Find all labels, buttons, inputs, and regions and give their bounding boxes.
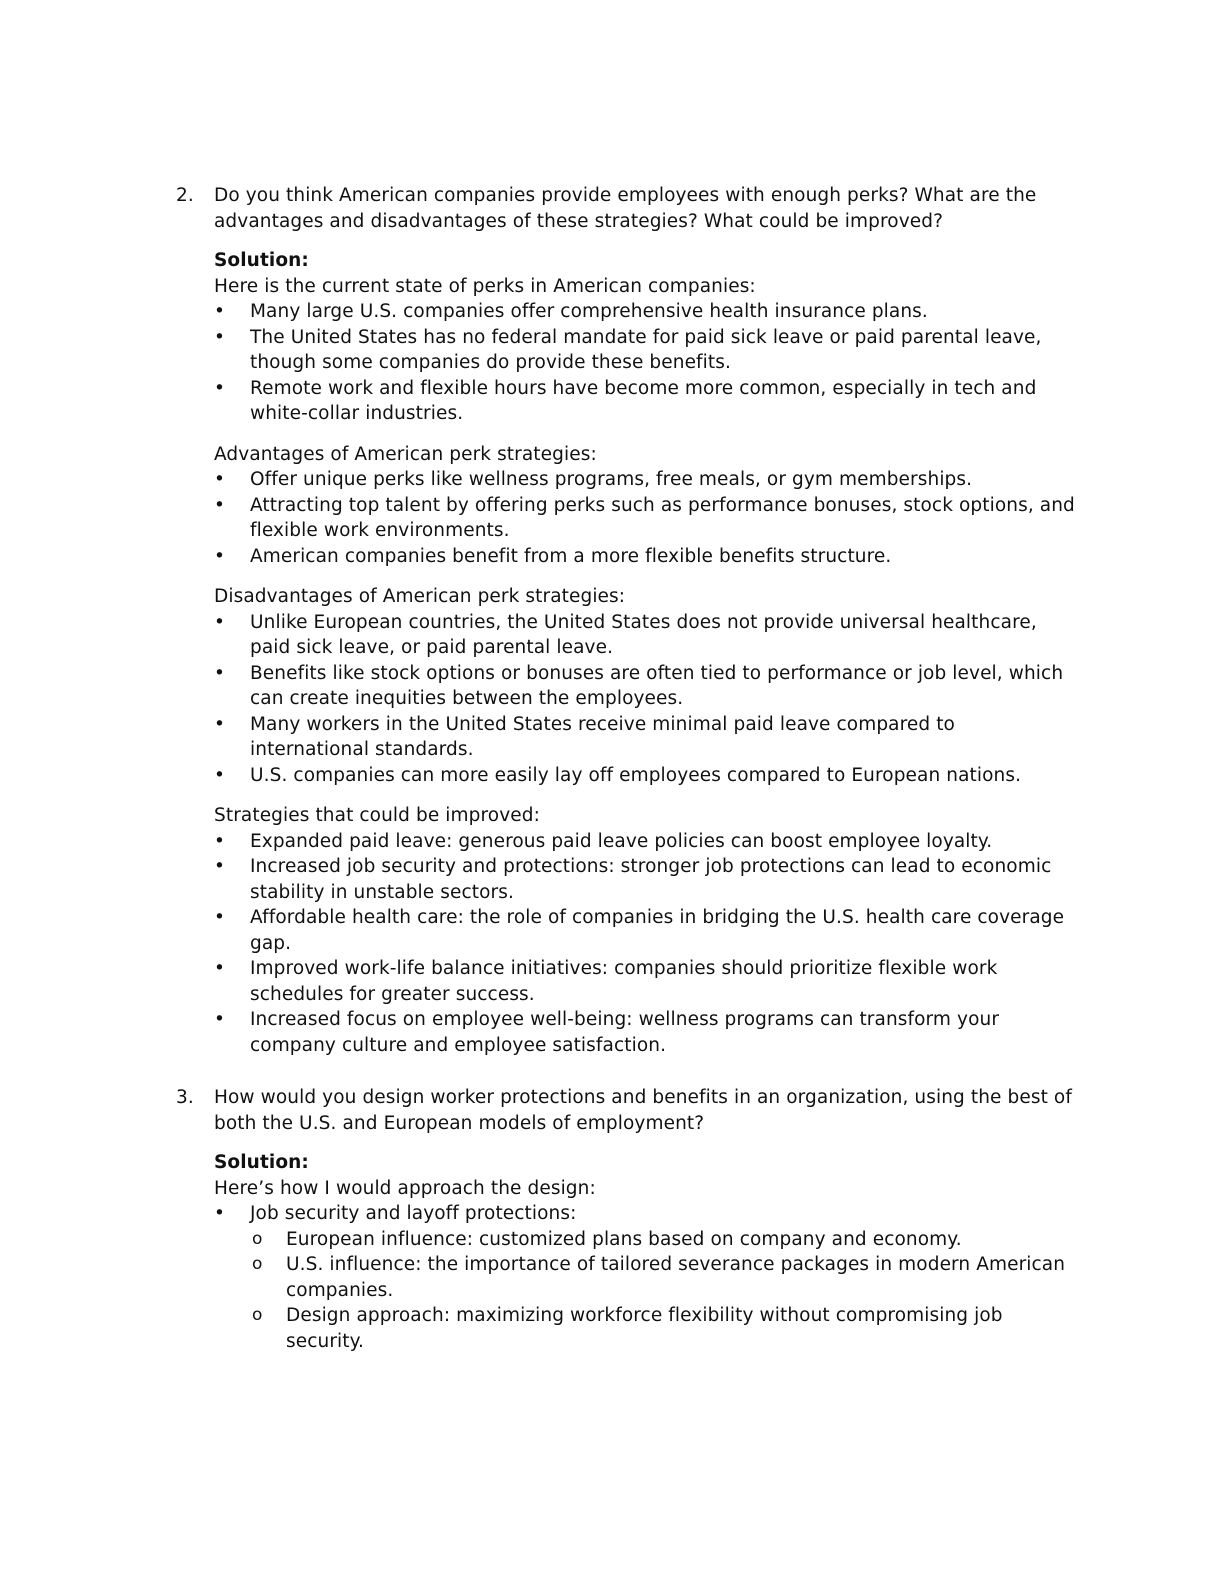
bullet-icon: •: [214, 611, 226, 633]
solution-label: Solution:: [214, 250, 309, 271]
design-list: [214, 1201, 1076, 1354]
sub-list-item: [250, 1227, 1076, 1253]
list-item: [214, 376, 1076, 427]
list-item-text: Remote work and flexible hours have become more common, especially in tech and white-collar industries.: [250, 377, 1037, 424]
list-item-text: Attracting top talent by offering perks such as performance bonuses, stock options, and flexible work environments.: [250, 494, 1075, 541]
bullet-icon: •: [214, 830, 226, 852]
question-body: [214, 1085, 1076, 1354]
list-item: [214, 829, 1076, 855]
design-intro: Here’s how I would approach the design:: [214, 1177, 596, 1199]
sub-list-item-text: Design approach: maximizing workforce flexibility without compromising job security.: [286, 1305, 1003, 1352]
list-item: [214, 325, 1076, 376]
advantages-list: [214, 467, 1076, 569]
list-item-text: Job security and layoff protections:: [250, 1203, 577, 1224]
bullet-icon: •: [214, 301, 226, 322]
bullet-icon: •: [214, 326, 226, 348]
list-item: [214, 610, 1076, 661]
sub-list-item: [250, 1252, 1076, 1303]
improvements-intro: Strategies that could be improved:: [214, 805, 540, 826]
list-item: [214, 712, 1076, 763]
list-item-text: American companies benefit from a more flexible benefits structure.: [250, 545, 892, 567]
bullet-icon: •: [214, 1203, 226, 1224]
bullet-icon: •: [214, 713, 226, 735]
question-text: Do you think American companies provide employees with enough perks? What are the advantages and disadvantages of these strategies? What could be improved?: [214, 185, 1037, 232]
list-item-text: Benefits like stock options or bonuses are often tied to performance or job level, which can create inequities between the employees.: [250, 662, 1064, 709]
solution-label: Solution:: [214, 1152, 309, 1173]
sub-list: [250, 1227, 1076, 1355]
question-number: 3.: [176, 1087, 194, 1108]
question-2: [176, 183, 1076, 1058]
list-item-text: Many workers in the United States receive minimal paid leave compared to international standards.: [250, 713, 955, 760]
bullet-icon: •: [214, 494, 226, 516]
list-item: [214, 854, 1076, 905]
list-item-text: The United States has no federal mandate for paid sick leave or paid parental leave, though some companies do provide these benefits.: [250, 326, 1042, 373]
bullet-icon: •: [214, 958, 226, 979]
bullet-icon: •: [214, 545, 226, 567]
list-item: [214, 299, 1076, 325]
list-item-text: Affordable health care: the role of companies in bridging the U.S. health care coverage gap.: [250, 907, 1065, 954]
sub-list-item: [250, 1303, 1076, 1354]
list-item: [214, 956, 1076, 1007]
bullet-icon: •: [214, 469, 226, 490]
list-item: [214, 661, 1076, 712]
list-item-text: Expanded paid leave: generous paid leave policies can boost employee loyalty.: [250, 830, 993, 852]
bullet-icon: •: [214, 856, 226, 877]
list-item: [214, 1201, 1076, 1354]
disadvantages-intro: Disadvantages of American perk strategies:: [214, 586, 626, 607]
bullet-icon: •: [214, 764, 226, 786]
sub-bullet-icon: o: [252, 1254, 263, 1274]
question-text: How would you design worker protections and benefits in an organization, using the best of both the U.S. and European models of employment?: [214, 1087, 1072, 1134]
current-state-list: [214, 299, 1076, 427]
list-item: [214, 544, 1076, 570]
bullet-icon: •: [214, 377, 226, 399]
advantages-intro: Advantages of American perk strategies:: [214, 443, 597, 465]
list-item: [214, 905, 1076, 956]
current-state-intro: Here is the current state of perks in American companies:: [214, 275, 756, 297]
improvements-list: [214, 829, 1076, 1059]
list-item-text: Increased job security and protections: stronger job protections can lead to economic stability in unstable sectors.: [250, 856, 1052, 903]
list-item-text: Improved work-life balance initiatives: companies should prioritize flexible work schedules for greater success.: [250, 958, 998, 1005]
sub-bullet-icon: o: [252, 1305, 263, 1325]
question-body: [214, 183, 1076, 1058]
sub-list-item-text: U.S. influence: the importance of tailored severance packages in modern American companies.: [286, 1254, 1066, 1301]
sub-list-item-text: European influence: customized plans based on company and economy.: [286, 1228, 962, 1250]
list-item-text: U.S. companies can more easily lay off employees compared to European nations.: [250, 764, 1022, 786]
bullet-icon: •: [214, 1009, 226, 1030]
question-number: 2.: [176, 185, 194, 206]
list-item: [214, 763, 1076, 789]
question-3: [176, 1085, 1076, 1354]
list-item-text: Unlike European countries, the United States does not provide universal healthcare, paid sick leave, or paid parental leave.: [250, 611, 1037, 658]
disadvantages-list: [214, 610, 1076, 789]
sub-bullet-icon: o: [252, 1228, 263, 1249]
list-item: [214, 493, 1076, 544]
list-item: [214, 467, 1076, 493]
list-item-text: Offer unique perks like wellness programs, free meals, or gym memberships.: [250, 469, 973, 490]
list-item-text: Increased focus on employee well-being: wellness programs can transform your company culture and employee satisfaction.: [250, 1009, 1000, 1056]
list-item-text: Many large U.S. companies offer comprehensive health insurance plans.: [250, 301, 928, 322]
list-item: [214, 1007, 1076, 1058]
bullet-icon: •: [214, 907, 226, 928]
bullet-icon: •: [214, 662, 226, 684]
